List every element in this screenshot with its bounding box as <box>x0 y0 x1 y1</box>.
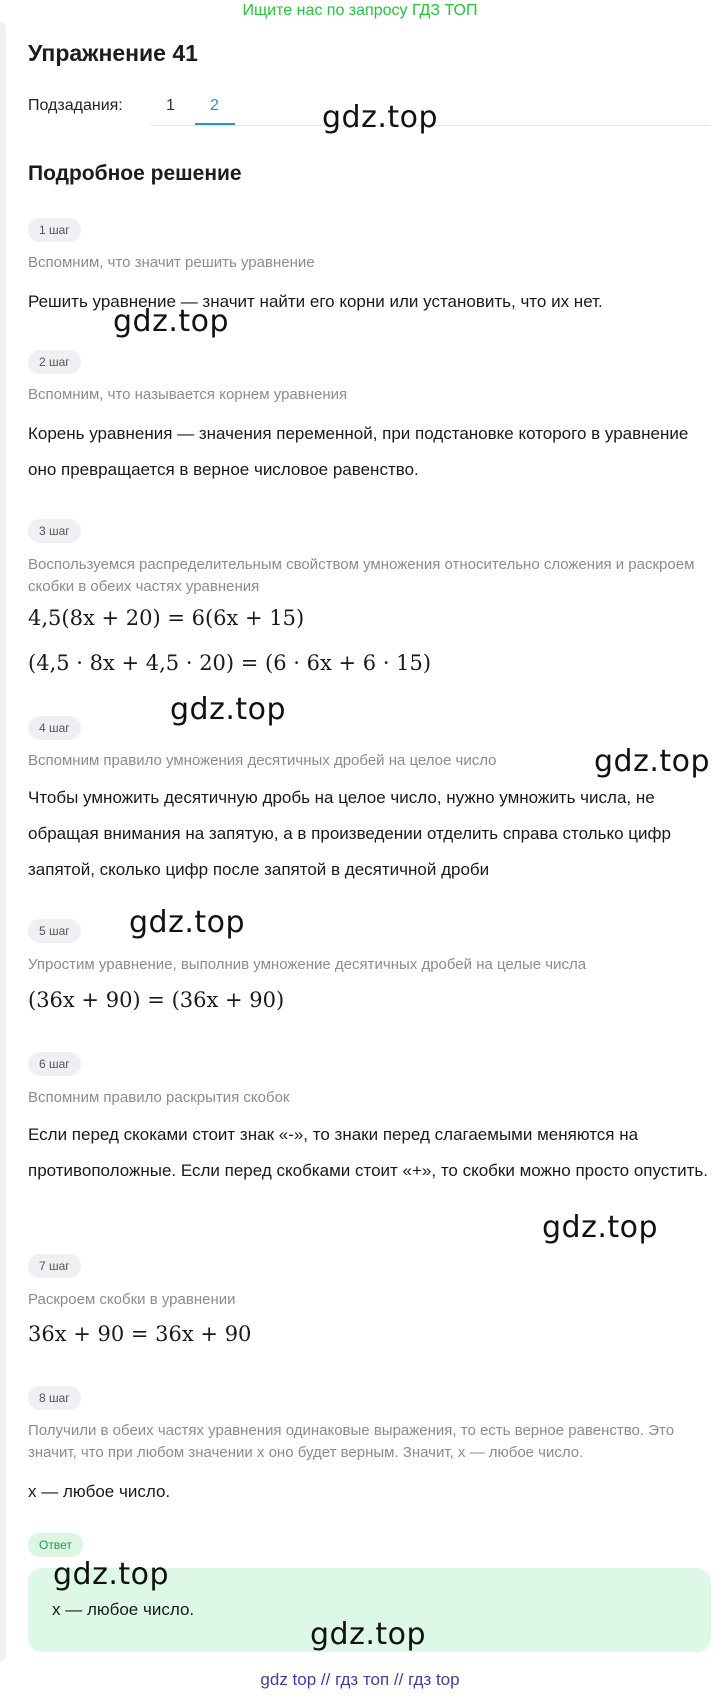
answer-badge: Ответ <box>28 1533 83 1557</box>
answer-text: x — любое число. <box>52 1600 195 1619</box>
left-edge-panel <box>0 22 6 1662</box>
watermark: gdz.top <box>310 1617 427 1652</box>
watermark: gdz.top <box>170 692 287 727</box>
step-5-equation: (36x + 90) = (36x + 90) <box>28 988 285 1012</box>
step-7-badge: 7 шаг <box>28 1254 81 1278</box>
subtasks-label: Подзадания: <box>28 97 123 114</box>
search-banner: Ищите нас по запросу ГДЗ ТОП <box>242 2 478 19</box>
watermark: gdz.top <box>542 1210 659 1245</box>
step-5-badge: 5 шаг <box>28 919 81 943</box>
watermark: gdz.top <box>129 905 246 940</box>
watermark: gdz.top <box>322 100 439 135</box>
step-7-equation: 36x + 90 = 36x + 90 <box>28 1322 252 1346</box>
step-4-text: Чтобы умножить десятичную дробь на целое число, нужно умножить числа, не обращая внимания на запятую, а в произведении отделить справа столько цифр запятой, сколько цифр после запятой в десятичной дроби <box>28 788 671 879</box>
step-3-equation-1: 4,5(8x + 20) = 6(6x + 15) <box>28 606 305 630</box>
step-1-badge: 1 шаг <box>28 218 81 242</box>
subtask-tab-1[interactable]: 1 <box>166 97 175 114</box>
subtask-tab-2[interactable]: 2 <box>210 97 219 114</box>
page-title: Упражнение 41 <box>28 40 198 66</box>
step-6-badge: 6 шаг <box>28 1052 81 1076</box>
footer-links[interactable]: gdz top // гдз топ // гдз top <box>260 1670 460 1689</box>
step-8-badge: 8 шаг <box>28 1386 81 1410</box>
active-tab-underline <box>195 123 235 125</box>
step-3-badge: 3 шаг <box>28 519 81 543</box>
step-5-hint: Упростим уравнение, выполнив умножение десятичных дробей на целые числа <box>28 956 587 973</box>
step-4-hint: Вспомним правило умножения десятичных дробей на целое число <box>28 752 497 769</box>
step-3-equation-2: (4,5 · 8x + 4,5 · 20) = (6 · 6x + 6 · 15) <box>28 651 432 675</box>
step-8-text: x — любое число. <box>28 1482 171 1501</box>
watermark: gdz.top <box>53 1557 170 1592</box>
watermark: gdz.top <box>113 304 230 339</box>
step-1-text: Решить уравнение — значит найти его корни или установить, что их нет. <box>28 292 603 311</box>
watermark: gdz.top <box>594 744 711 779</box>
step-2-text: Корень уравнения — значения переменной, при подстановке которого в уравнение оно превращается в верное числовое равенство. <box>28 424 689 479</box>
step-1-hint: Вспомним, что значит решить уравнение <box>28 254 315 271</box>
step-8-hint: Получили в обеих частях уравнения одинаковые выражения, то есть верное равенство. Это значит, что при любом значении x оно будет верным. Значит, x — любое число. <box>28 1422 675 1461</box>
step-6-hint: Вспомним правило раскрытия скобок <box>28 1089 290 1106</box>
step-6-text: Если перед скоками стоит знак «-», то знаки перед слагаемыми меняются на противоположные. Если перед скобками стоит «+», то скобки можно просто опустить. <box>28 1125 708 1180</box>
step-7-hint: Раскроем скобки в уравнении <box>28 1291 236 1308</box>
step-4-badge: 4 шаг <box>28 716 81 740</box>
step-2-badge: 2 шаг <box>28 350 81 374</box>
solution-heading: Подробное решение <box>28 162 242 185</box>
step-2-hint: Вспомним, что называется корнем уравнения <box>28 386 348 403</box>
step-3-hint: Воспользуемся распределительным свойством умножения относительно сложения и раскроем скобки в обеих частях уравнения <box>28 556 695 595</box>
